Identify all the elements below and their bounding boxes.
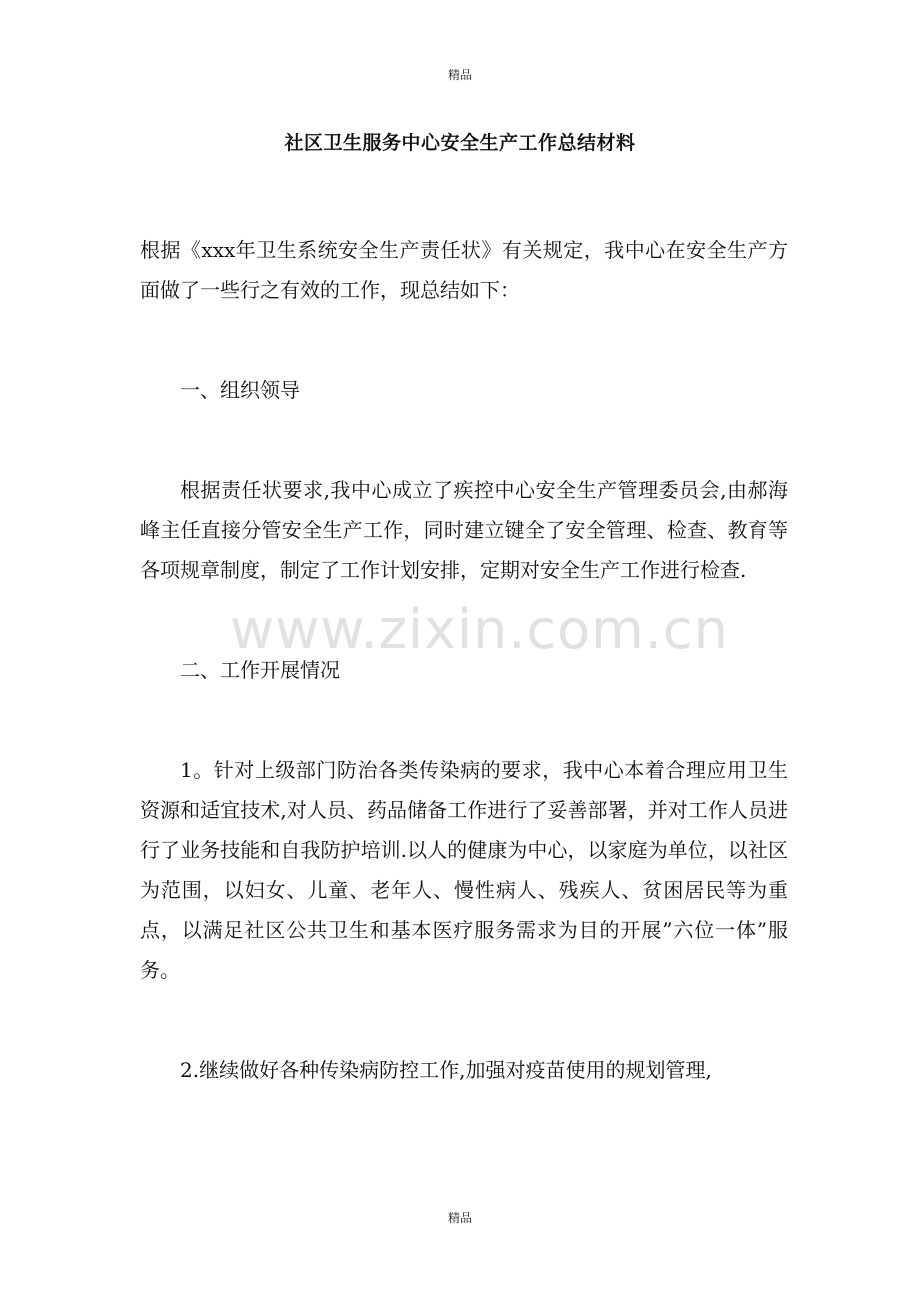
page-header: 精品	[447, 68, 472, 82]
section-body-organization: 根据责任状要求,我中心成立了疾控中心安全生产管理委员会,由郝海峰主任直接分管安全生产工作，同时建立键全了安全管理、检查、教育等各项规章制度，制定了工作计划安排，定期对安全生产工作进行检查.	[140, 478, 788, 582]
watermark: www.zixin.com.cn	[230, 598, 729, 661]
page-footer: 精品	[447, 1211, 472, 1225]
list-item-1: 1。针对上级部门防治各类传染病的要求，我中心本着合理应用卫生资源和适宜技术,对人员、药品储备工作进行了妥善部署，并对工作人员进行了业务技能和自我防护培训.以人的健康为中心，以家庭为单位，以社区为范围，以妇女、儿童、老年人、慢性病人、残疾人、贫困居民等为重点，以满足社区公共卫生和基本医疗服务需求为目的开展”六位一体”服务。	[140, 758, 788, 982]
intro-paragraph: 根据《xxx年卫生系统安全生产责任状》有关规定，我中心在安全生产方面做了一些行之有效的工作，现总结如下：	[140, 238, 788, 302]
list-item-2: 2.继续做好各种传染病防控工作,加强对疫苗使用的规划管理,	[180, 1058, 712, 1082]
document-title: 社区卫生服务中心安全生产工作总结材料	[284, 132, 636, 154]
document-body	[140, 230, 788, 1090]
section-heading-organization: 一、组织领导	[180, 378, 300, 402]
section-heading-work: 二、工作开展情况	[180, 658, 340, 682]
